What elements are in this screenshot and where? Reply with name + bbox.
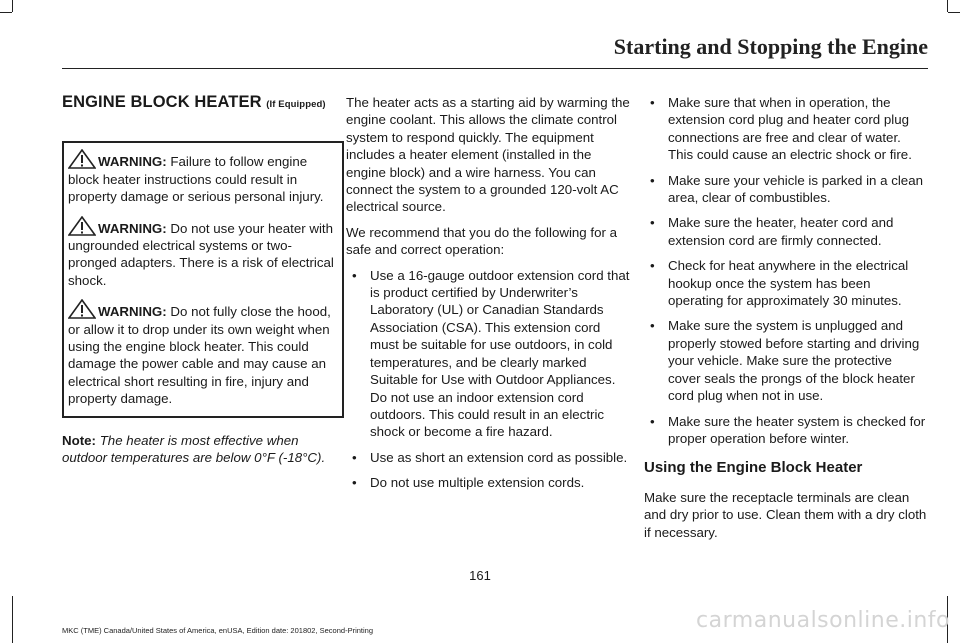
warning-triangle-icon [68,299,96,319]
section-title-text: ENGINE BLOCK HEATER [62,93,262,111]
bullet-list [346,267,632,492]
column-3 [644,94,928,549]
list-item: • Make sure your vehicle is parked in a clean area, clear of combustibles. [644,172,928,207]
crop-mark [947,0,948,12]
warning-label: WARNING: [98,154,167,170]
warning-item [68,149,338,205]
list-item: • Do not use multiple extension cords. [346,474,632,491]
warning-text: Do not fully close the hood, or allow it to drop under its own weight when using the engine block heater. This could damage the power cable and may cause an electrical short resulting in fire, injury and property damage. [68,304,331,407]
list-item: • Check for heat anywhere in the electrical hookup once the system has been operating for approximately 30 minutes. [644,257,928,309]
list-item: • Make sure the heater, heater cord and extension cord are firmly connected. [644,214,928,249]
footer-text: MKC (TME) Canada/United States of America, enUSA, Edition date: 201802, Second-Printing [62,626,373,635]
list-item: • Use a 16-gauge outdoor extension cord that is product certified by Underwriter’s Laboratory (UL) or Canadian Standards Association (CSA). This extension cord must be suitable for use outdoors, in cold temperatures, and be clearly marked Suitable for Use with Outdoor Appliances. Do not use an indoor extension cord outdoors. This could result in an electric shock or become a fire hazard. [346,267,632,441]
list-item: • Use as short an extension cord as possible. [346,449,632,466]
watermark: carmanualsonline.info [696,608,950,633]
section-title-suffix: (If Equipped) [266,99,326,110]
crop-mark [12,0,13,12]
warning-label: WARNING: [98,220,167,236]
note-label: Note: [62,432,96,448]
column-1 [62,94,344,467]
page-number: 161 [469,568,491,583]
list-item: • Make sure that when in operation, the extension cord plug and heater cord plug connections are free and clear of water. This could cause an electric shock or fire. [644,94,928,164]
crop-mark [948,12,960,13]
bullet-list [644,94,928,447]
warning-text: Do not use your heater with ungrounded electrical systems or two-pronged adapters. There is a risk of electrical shock. [68,220,334,288]
crop-mark [0,12,12,13]
body-paragraph: Make sure the receptacle terminals are clean and dry prior to use. Clean them with a dry cloth if necessary. [644,489,927,540]
column-2 [346,94,632,500]
header-rule [62,68,928,69]
list-item: • Make sure the heater system is checked for proper operation before winter. [644,413,928,448]
warning-item [68,216,338,290]
note-text: The heater is most effective when outdoor temperatures are below 0°F (-18°C). [62,432,326,466]
intro-paragraph: The heater acts as a starting aid by warming the engine coolant. This allows the climate control system to respond quickly. The equipment includes a heater element (installed in the engine block) and a wire harness. You can connect the system to a grounded 120-volt AC electrical source. [346,95,630,215]
recommend-paragraph: We recommend that you do the following for a safe and correct operation: [346,224,618,258]
note [62,432,344,467]
warning-item [68,299,338,407]
warning-triangle-icon [68,149,96,169]
warning-label: WARNING: [98,304,167,320]
list-item: • Make sure the system is unplugged and properly stowed before starting and driving your vehicle. Make sure the protective cover seals the prongs of the block heater cord plug when not in use. [644,317,928,404]
sub-heading: Using the Engine Block Heater [644,459,863,477]
section-title [62,94,344,113]
page-header-title: Starting and Stopping the Engine [613,34,928,59]
warning-box [62,141,344,417]
warning-text: Failure to follow engine block heater instructions could result in property damage or serious personal injury. [68,154,324,205]
crop-mark [12,596,13,643]
warning-triangle-icon [68,216,96,236]
